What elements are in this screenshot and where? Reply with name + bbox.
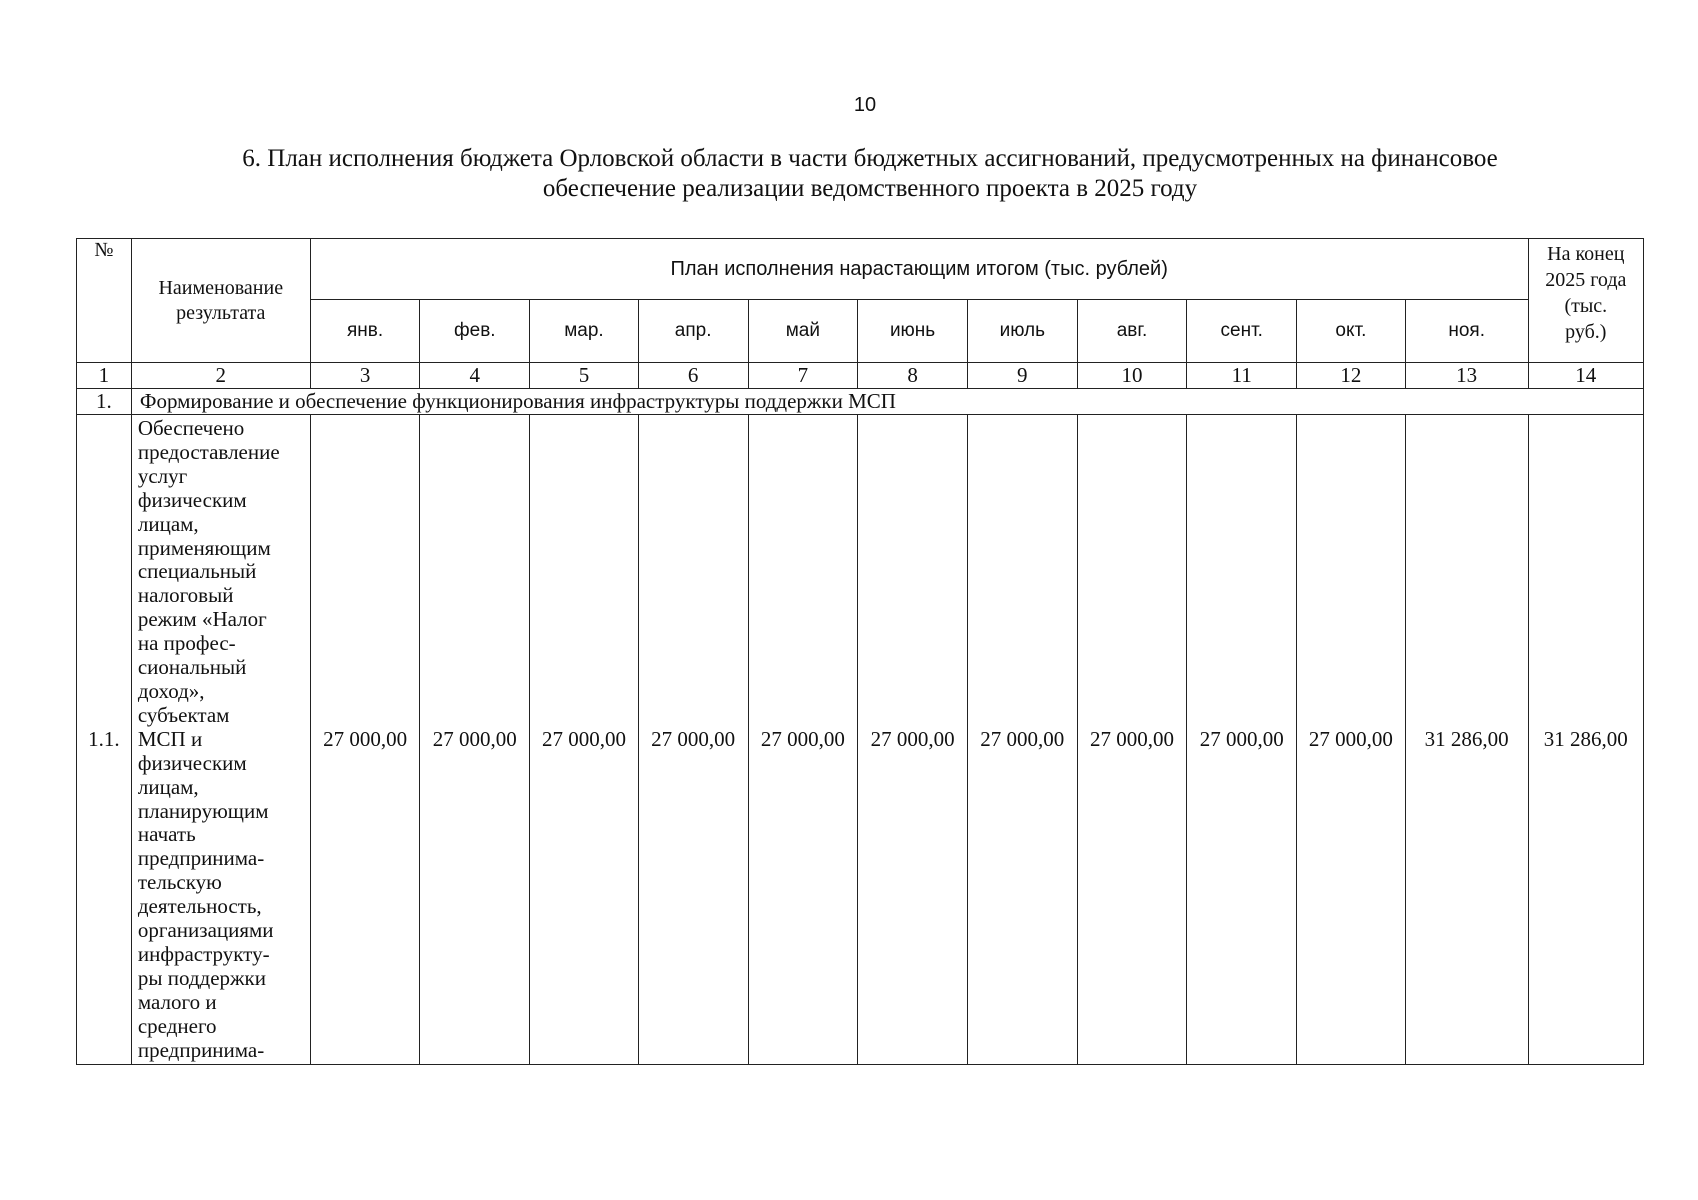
row-month-value: 27 000,00 bbox=[638, 415, 748, 1065]
row-name-line: малого и bbox=[137, 989, 217, 1014]
column-index: 6 bbox=[638, 363, 748, 389]
row-month-value: 27 000,00 bbox=[858, 415, 968, 1065]
column-index: 2 bbox=[131, 363, 310, 389]
header-year-end-line: (тыс. bbox=[1564, 295, 1608, 317]
row-result-name bbox=[131, 415, 310, 1065]
row-name-line: на профес- bbox=[137, 631, 236, 656]
row-name-line: ры поддержки bbox=[137, 965, 266, 990]
header-month: янв. bbox=[310, 300, 420, 363]
header-result-name: Наименование результата bbox=[131, 239, 310, 363]
row-number: 1.1. bbox=[77, 415, 132, 1065]
row-month-value: 27 000,00 bbox=[748, 415, 858, 1065]
row-month-value: 27 000,00 bbox=[420, 415, 530, 1065]
header-month: июнь bbox=[858, 300, 968, 363]
header-number: № bbox=[77, 239, 132, 363]
column-index: 12 bbox=[1297, 363, 1406, 389]
row-name-line: лицам, bbox=[137, 511, 199, 536]
row-month-value: 27 000,00 bbox=[530, 415, 639, 1065]
column-index: 9 bbox=[967, 363, 1077, 389]
row-name-line: МСП и bbox=[137, 726, 203, 751]
header-month: фев. bbox=[420, 300, 530, 363]
column-index: 3 bbox=[310, 363, 420, 389]
title-line-1: 6. План исполнения бюджета Орловской области в части бюджетных ассигнований, предусмотренных на финансовое bbox=[242, 145, 1498, 172]
row-name-line: планирующим bbox=[137, 798, 269, 823]
section-row bbox=[77, 389, 1644, 415]
header-month: мар. bbox=[530, 300, 639, 363]
document-title bbox=[40, 144, 1698, 204]
row-name-line: субъектам bbox=[137, 702, 230, 727]
section-number: 1. bbox=[77, 389, 132, 415]
row-month-value: 27 000,00 bbox=[1187, 415, 1297, 1065]
row-name-line: доход», bbox=[137, 678, 205, 703]
header-month: июль bbox=[967, 300, 1077, 363]
column-index: 1 bbox=[77, 363, 132, 389]
header-year-end-line: На конец bbox=[1547, 243, 1625, 265]
header-month: сент. bbox=[1187, 300, 1297, 363]
page-number: 10 bbox=[853, 94, 877, 116]
row-name-line: Обеспечено bbox=[137, 416, 245, 440]
column-index: 10 bbox=[1077, 363, 1187, 389]
column-index: 7 bbox=[748, 363, 858, 389]
column-index-row bbox=[77, 363, 1644, 389]
row-name-line: лицам, bbox=[137, 774, 199, 799]
column-index: 5 bbox=[530, 363, 639, 389]
row-name-line: применяющим bbox=[137, 535, 271, 560]
row-month-value: 27 000,00 bbox=[967, 415, 1077, 1065]
column-index: 13 bbox=[1405, 363, 1528, 389]
row-name-line: организациями bbox=[137, 918, 274, 943]
row-month-value: 31 286,00 bbox=[1405, 415, 1528, 1065]
column-index: 14 bbox=[1528, 363, 1643, 389]
row-name-line: среднего bbox=[137, 1013, 217, 1038]
row-name-line: специальный bbox=[137, 559, 257, 584]
row-name-line: предпринима- bbox=[137, 1037, 265, 1062]
header-month: май bbox=[748, 300, 858, 363]
row-name-line: тельскую bbox=[137, 870, 222, 895]
budget-plan-table bbox=[76, 238, 1644, 1065]
row-year-end-value: 31 286,00 bbox=[1528, 415, 1643, 1065]
header-year-end bbox=[1528, 239, 1643, 363]
row-name-line: физическим bbox=[137, 487, 247, 512]
header-month: апр. bbox=[638, 300, 748, 363]
column-index: 11 bbox=[1187, 363, 1297, 389]
header-month: авг. bbox=[1077, 300, 1187, 363]
row-name-line: предпринима- bbox=[137, 846, 265, 871]
row-name-line: инфраструкту- bbox=[137, 941, 270, 966]
column-index: 8 bbox=[858, 363, 968, 389]
row-name-line: физическим bbox=[137, 750, 247, 775]
row-name-line: режим «Налог bbox=[137, 607, 267, 632]
row-month-value: 27 000,00 bbox=[1297, 415, 1406, 1065]
column-index: 4 bbox=[420, 363, 530, 389]
budget-table-wrapper bbox=[76, 238, 1644, 1065]
header-year-end-line: 2025 года bbox=[1545, 269, 1627, 291]
row-name-line: начать bbox=[137, 822, 196, 847]
header-month: окт. bbox=[1297, 300, 1406, 363]
header-year-end-line: руб.) bbox=[1565, 321, 1607, 343]
row-name-line: сиональный bbox=[137, 655, 247, 680]
title-line-2: обеспечение реализации ведомственного проекта в 2025 году bbox=[542, 175, 1198, 202]
row-name-line: услуг bbox=[137, 463, 188, 488]
table-row bbox=[77, 415, 1644, 1065]
header-month: ноя. bbox=[1405, 300, 1528, 363]
row-month-value: 27 000,00 bbox=[1077, 415, 1187, 1065]
row-name-line: предоставление bbox=[137, 439, 280, 464]
row-name-line: деятельность, bbox=[137, 894, 262, 919]
row-name-line: налоговый bbox=[137, 583, 234, 608]
header-plan-cumulative: План исполнения нарастающим итогом (тыс. рублей) bbox=[310, 239, 1528, 300]
section-title: Формирование и обеспечение функционирования инфраструктуры поддержки МСП bbox=[131, 389, 1643, 415]
row-month-value: 27 000,00 bbox=[310, 415, 420, 1065]
